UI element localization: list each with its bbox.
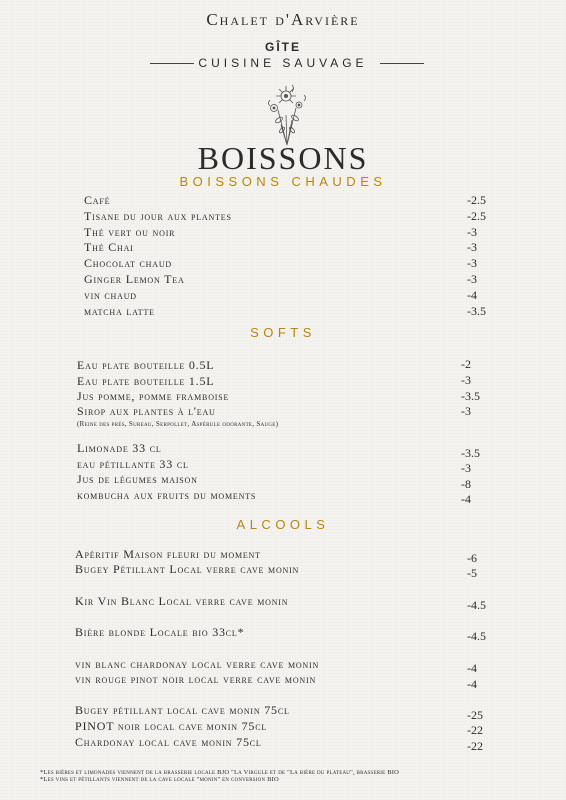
menu-item-name: vin rouge pinot noir local verre cave monin: [75, 672, 317, 686]
menu-item-name: eau pétillante 33 cl: [77, 457, 189, 471]
menu-item-price: -4.5: [467, 598, 486, 612]
menu-item-name: Apéritif Maison fleuri du moment: [75, 547, 261, 561]
menu-item-price: -8: [461, 477, 471, 491]
menu-item-price: -3.5: [461, 446, 480, 460]
menu-item-price: -3: [467, 272, 477, 286]
menu-item-name: kombucha aux fruits du moments: [77, 488, 257, 502]
menu-item-name: Bugey Pétillant Local verre cave monin: [75, 562, 300, 576]
menu-item-price: -3.5: [467, 304, 486, 318]
menu-item-price: -4: [467, 288, 477, 302]
menu-item-name: Jus pomme, pomme framboise: [77, 389, 230, 403]
menu-item-name: vin blanc chardonay local verre cave monin: [75, 657, 320, 671]
right-dash-divider: [380, 63, 424, 64]
menu-item-price: -2.5: [467, 209, 486, 223]
menu-item-price: -5: [467, 566, 477, 580]
menu-item-price: -3: [467, 225, 477, 239]
section-title-alcools: ALCOOLS: [236, 517, 330, 532]
menu-item-price: -3: [461, 461, 471, 475]
menu-item-price: -22: [467, 723, 483, 737]
menu-item-price: -3: [461, 373, 471, 387]
menu-item-price: -4: [461, 492, 471, 506]
menu-item-price: -25: [467, 708, 483, 722]
menu-item-price: -2: [461, 357, 471, 371]
menu-item-name: Bugey pétillant local cave monin 75cl: [75, 703, 290, 717]
page-title: BOISSONS: [197, 140, 369, 176]
menu-item-name: Bière blonde Locale bio 33cl*: [75, 625, 245, 639]
menu-item-name: PINOT noir local cave monin 75cl: [75, 719, 268, 733]
menu-item-price: -22: [467, 739, 483, 753]
menu-item-name: Chardonay local cave monin 75cl: [75, 735, 262, 749]
menu-item-name: Café: [84, 193, 111, 207]
restaurant-name: Chalet d'Arvière: [206, 10, 360, 29]
menu-item-name: Thé vert ou noir: [84, 225, 176, 239]
menu-item-price: -3: [467, 240, 477, 254]
menu-item-name: Thé Chai: [84, 240, 134, 254]
menu-item-price: -4.5: [467, 629, 486, 643]
sirop-ingredients-note: (Reine des prés, Sureau, Serpollet, Aspérule odorante, Sauge): [77, 420, 279, 428]
gite-label: GÎTE: [264, 40, 301, 54]
menu-item-name: vin chaud: [84, 288, 137, 302]
section-title-boissons-chaudes: BOISSONS CHAUDES: [179, 174, 387, 189]
cuisine-label: CUISINE SAUVAGE: [198, 56, 368, 70]
menu-item-price: -2.5: [467, 193, 486, 207]
footnote-beer: *Les bières et limonades viennent de la brasserie locale BJO "La Virgule et de "La bière du plateau", brasserie BIO: [40, 769, 399, 776]
menu-item-name: Chocolat chaud: [84, 256, 172, 270]
menu-item-price: -3.5: [461, 389, 480, 403]
section-title-softs: SOFTS: [250, 325, 316, 340]
menu-item-name: Sirop aux plantes à l'eau: [77, 404, 216, 418]
menu-item-name: Tisane du jour aux plantes: [84, 209, 232, 223]
menu-item-name: Jus de légumes maison: [77, 472, 198, 486]
menu-item-name: Ginger Lemon Tea: [84, 272, 185, 286]
menu-item-name: matcha latte: [84, 304, 155, 318]
menu-item-price: -3: [467, 256, 477, 270]
footnote-wine: *Les vins et pétillants viennent de la cave locale "monin" en conversion BIO: [40, 776, 279, 783]
wildflower-bouquet-icon: [262, 80, 312, 146]
menu-item-name: Eau plate bouteille 0.5L: [77, 358, 215, 372]
menu-item-price: -4: [467, 661, 477, 675]
menu-item-price: -6: [467, 551, 477, 565]
menu-item-price: -3: [461, 404, 471, 418]
menu-item-name: Eau plate bouteille 1.5L: [77, 374, 215, 388]
menu-item-name: Limonade 33 cl: [77, 441, 162, 455]
menu-item-name: Kir Vin Blanc Local verre cave monin: [75, 594, 289, 608]
menu-item-price: -4: [467, 677, 477, 691]
